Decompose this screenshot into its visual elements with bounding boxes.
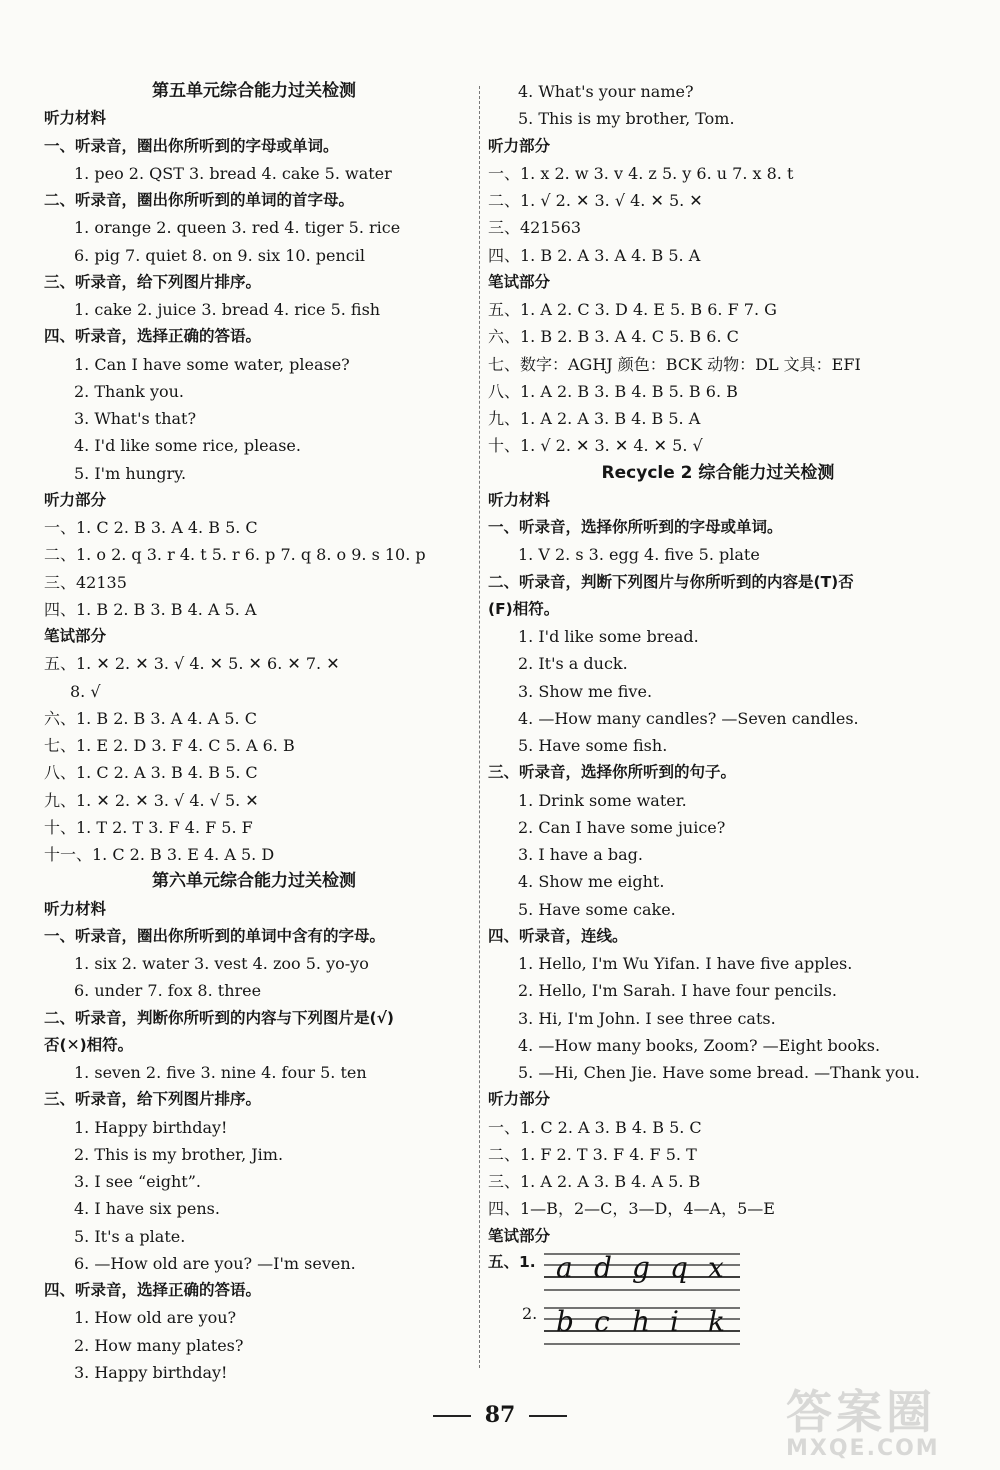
question-heading: 三、听录音，选择你所听到的句子。 [488,763,737,782]
handwritten-letter: q [670,1250,688,1284]
script-line: 1. Can I have some water, please? [74,354,350,374]
question-heading: 三、听录音，给下列图片排序。 [44,1090,262,1109]
subsection-heading: 听力材料 [488,490,551,509]
footer-dash-left [433,1415,471,1417]
script-line: 4. —How many candles? —Seven candles. [518,708,859,728]
right-column-lines [488,78,948,1250]
script-line: 3. Happy birthday! [74,1362,228,1382]
answer-line: 七、1. E 2. D 3. F 4. C 5. A 6. B [44,736,295,755]
question-heading: 三、听录音，给下列图片排序。 [44,272,262,291]
question-heading-continued: 否(✕)相符。 [44,1035,134,1054]
footer-dash-right [529,1415,567,1417]
handwritten-letter: k [708,1304,725,1338]
answer-line: 五、1. ✕ 2. ✕ 3. √ 4. ✕ 5. ✕ 6. ✕ 7. ✕ [44,654,340,674]
subsection-heading: 笔试部分 [488,272,551,291]
script-line: 5. I'm hungry. [74,463,187,483]
handwritten-letter: i [670,1304,679,1338]
handwritten-letter: d [594,1250,612,1284]
script-line: 1. V 2. s 3. egg 4. five 5. plate [518,545,760,565]
script-line: 1. Happy birthday! [74,1117,228,1137]
script-line: 5. —Hi, Chen Jie. Have some bread. —Thank you. [518,1063,920,1082]
page-number: 87 [484,1402,516,1428]
answer-line: 十、1. T 2. T 3. F 4. F 5. F [44,817,253,837]
section-title: Recycle 2 综合能力过关检测 [601,462,835,483]
script-line: 4. —How many books, Zoom? —Eight books. [518,1035,881,1055]
answer-line: 四、1—B，2—C，3—D，4—A，5—E [488,1199,775,1219]
answer-line: 二、1. √ 2. ✕ 3. √ 4. ✕ 5. ✕ [488,191,703,210]
answer-line: 三、42135 [44,572,127,592]
script-line: 2. Can I have some juice? [518,817,726,837]
subsection-heading: 听力材料 [44,899,107,918]
handwriting-row [488,1250,948,1304]
answer-line: 一、1. C 2. B 3. A 4. B 5. C [44,518,258,537]
answer-line: 六、1. B 2. B 3. A 4. C 5. B 6. C [488,327,739,347]
question-heading: 一、听录音，圈出你所听到的字母或单词。 [44,136,339,155]
left-column [44,78,464,1386]
handwriting-label: 2. [522,1303,538,1323]
script-line: 2. Hello, I'm Sarah. I have four pencils. [518,981,837,1001]
handwritten-letter: x [708,1250,724,1284]
subsection-heading: 笔试部分 [44,627,107,645]
four-line-grid [544,1250,744,1296]
answer-line: 八、1. C 2. A 3. B 4. B 5. C [44,763,258,783]
handwriting-answers [488,1250,948,1358]
subsection-heading: 听力部分 [488,1090,551,1109]
script-line: 3. What's that? [74,409,197,428]
answer-line: 一、1. x 2. w 3. v 4. z 5. y 6. u 7. x 8. t [488,163,794,183]
answer-line: 九、1. A 2. A 3. B 4. B 5. A [488,409,701,428]
script-line: 4. I have six pens. [74,1199,220,1219]
subsection-heading: 听力材料 [44,109,107,128]
script-line: 6. pig 7. quiet 8. on 9. six 10. pencil [74,245,365,265]
script-line: 1. How old are you? [74,1308,237,1328]
answer-line: 九、1. ✕ 2. ✕ 3. √ 4. √ 5. ✕ [44,790,259,810]
answer-line: 四、1. B 2. A 3. A 4. B 5. A [488,245,701,265]
handwritten-letter: c [594,1304,610,1338]
watermark-logo [786,1376,966,1461]
watermark-url: MXQE.COM [786,1436,940,1461]
subsection-heading: 听力部分 [44,490,107,509]
answer-line: 二、1. o 2. q 3. r 4. t 5. r 6. p 7. q 8. o 9. s 10. p [44,545,426,565]
script-line: 5. Have some fish. [518,736,668,755]
column-divider [479,86,480,1368]
answer-line: 一、1. C 2. A 3. B 4. B 5. C [488,1117,702,1137]
handwriting-row [488,1304,948,1358]
handwritten-letter: b [556,1304,574,1338]
question-heading: 四、听录音，连线。 [488,926,628,945]
script-line: 1. I'd like some bread. [518,627,699,646]
script-line: 3. I see “eight”. [74,1172,201,1191]
script-line: 5. It's a plate. [74,1226,186,1246]
answer-line: 三、1. A 2. A 3. B 4. A 5. B [488,1172,701,1191]
four-line-grid [544,1304,744,1350]
subsection-heading: 听力部分 [488,136,551,155]
question-heading: 四、听录音，选择正确的答语。 [44,327,262,346]
right-column [488,78,948,1358]
script-line: 2. How many plates? [74,1335,244,1355]
answer-line: 八、1. A 2. B 3. B 4. B 5. B 6. B [488,381,738,401]
answer-line: 四、1. B 2. B 3. B 4. A 5. A [44,599,257,619]
script-line: 4. What's your name? [518,82,694,101]
script-line: 1. seven 2. five 3. nine 4. four 5. ten [74,1063,367,1082]
watermark-text: 答案圈 [786,1385,936,1439]
answer-line: 五、1. A 2. C 3. D 4. E 5. B 6. F 7. G [488,300,777,319]
script-line: 5. Have some cake. [518,899,676,919]
script-line: 1. cake 2. juice 3. bread 4. rice 5. fish [74,300,381,319]
question-heading-continued: (F)相符。 [488,599,560,618]
answer-line: 二、1. F 2. T 3. F 4. F 5. T [488,1144,697,1164]
handwriting-label: 五、1. [488,1252,536,1271]
question-heading: 四、听录音，选择正确的答语。 [44,1281,262,1299]
answer-line-continued: 8. √ [70,681,101,701]
question-heading: 一、听录音，选择你所听到的字母或单词。 [488,518,783,536]
script-line: 3. Show me five. [518,681,653,701]
question-heading: 二、听录音，圈出你所听到的单词的首字母。 [44,191,355,209]
question-heading: 一、听录音，圈出你所听到的单词中含有的字母。 [44,926,386,945]
script-line: 6. under 7. fox 8. three [74,981,262,1001]
question-heading: 二、听录音，判断下列图片与你所听到的内容是(T)否 [488,572,854,591]
answer-line: 三、421563 [488,218,582,238]
script-line: 3. Hi, I'm John. I see three cats. [518,1008,776,1028]
answer-line: 十、1. √ 2. ✕ 3. ✕ 4. ✕ 5. √ [488,436,703,456]
handwritten-letter: g [632,1250,650,1284]
handwritten-letter: h [632,1304,651,1338]
script-line: 4. I'd like some rice, please. [74,436,301,456]
script-line: 4. Show me eight. [518,872,665,892]
answer-line: 六、1. B 2. B 3. A 4. A 5. C [44,708,257,728]
question-heading: 二、听录音，判断你所听到的内容与下列图片是(√) [44,1008,395,1027]
script-line: 2. Thank you. [74,381,185,401]
answer-line: 十一、1. C 2. B 3. E 4. A 5. D [44,845,275,864]
handwritten-letter: a [556,1250,573,1284]
script-line: 5. This is my brother, Tom. [518,109,735,129]
answer-line: 七、数字：AGHJ 颜色：BCK 动物：DL 文具：EFI [488,354,861,374]
subsection-heading: 笔试部分 [488,1226,551,1245]
section-title: 第五单元综合能力过关检测 [152,81,356,101]
script-line: 2. It's a duck. [518,654,628,674]
script-line: 6. —How old are you? —I'm seven. [74,1253,356,1273]
script-line: 1. peo 2. QST 3. bread 4. cake 5. water [74,163,392,183]
script-line: 2. This is my brother, Jim. [74,1144,284,1164]
section-title: 第六单元综合能力过关检测 [152,871,356,892]
script-line: 1. six 2. water 3. vest 4. zoo 5. yo-yo [74,954,369,973]
script-line: 1. Drink some water. [518,790,687,810]
script-line: 3. I have a bag. [518,845,643,864]
script-line: 1. Hello, I'm Wu Yifan. I have five apples. [518,954,853,973]
script-line: 1. orange 2. queen 3. red 4. tiger 5. rice [74,218,401,238]
